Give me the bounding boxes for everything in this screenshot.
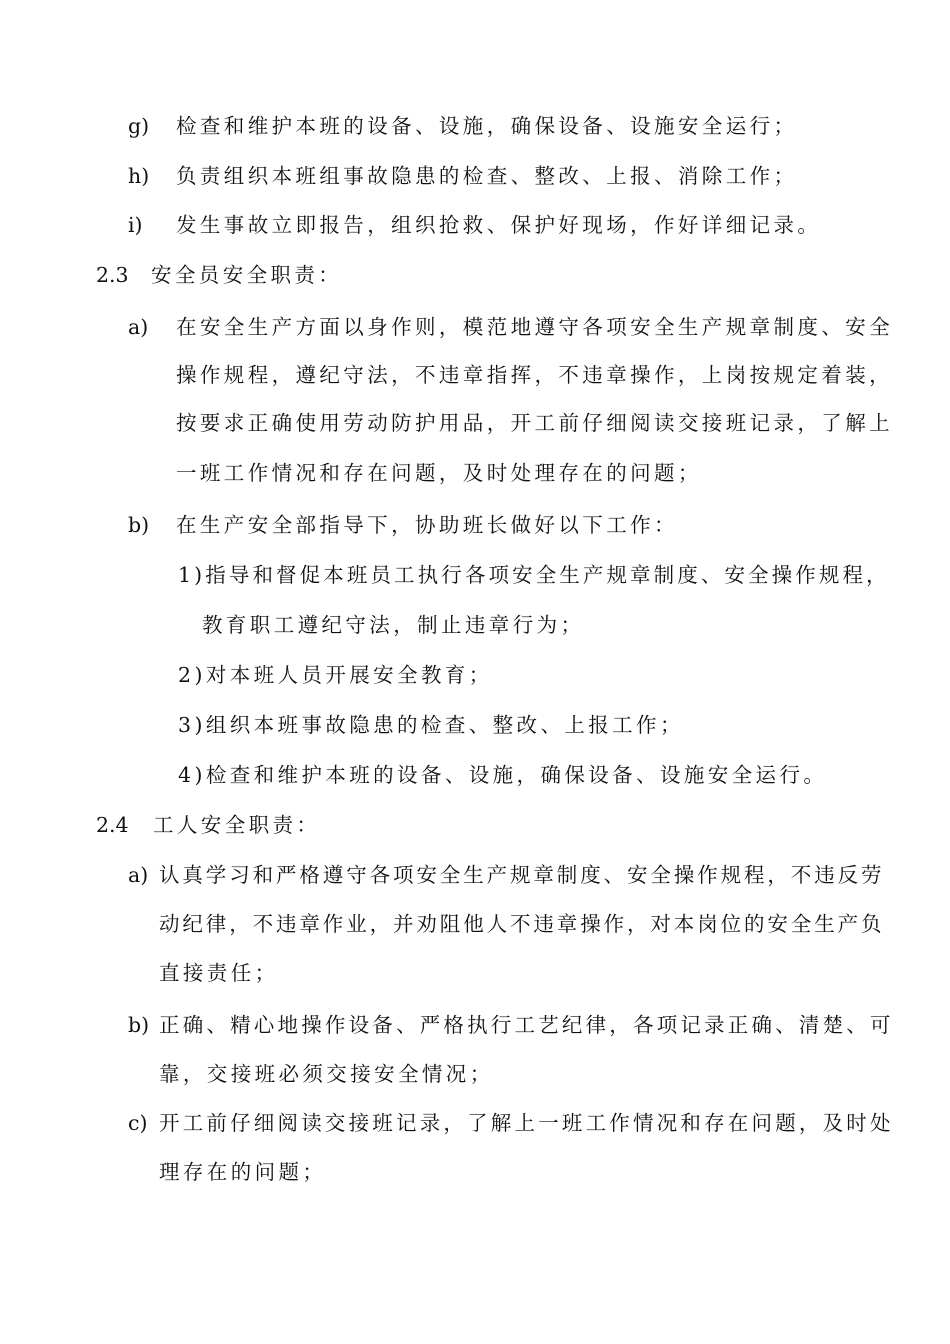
section-number-2-3: 2.3 bbox=[96, 263, 129, 287]
list-item-h: 负责组织本班组事故隐患的检查、整改、上报、消除工作； bbox=[176, 164, 798, 188]
list-marker-2-3-b: b) bbox=[128, 513, 150, 537]
list-item-g: 检查和维护本班的设备、设施，确保设备、设施安全运行； bbox=[176, 114, 798, 138]
list-marker-2-4-a: a) bbox=[128, 863, 149, 887]
paragraph-line: 直接责任； bbox=[159, 961, 279, 985]
paragraph-line: 动纪律，不违章作业，并劝阻他人不违章操作，对本岗位的安全生产负 bbox=[159, 912, 885, 936]
sub-item-1: 1)指导和督促本班员工执行各项安全生产规章制度、安全操作规程， bbox=[178, 563, 890, 587]
list-marker-2-4-c: c) bbox=[128, 1111, 148, 1135]
list-item-i: 发生事故立即报告，组织抢救、保护好现场，作好详细记录。 bbox=[176, 213, 822, 237]
list-marker-2-4-b: b) bbox=[128, 1013, 150, 1037]
paragraph-line: 理存在的问题； bbox=[159, 1160, 327, 1184]
paragraph-line: 靠，交接班必须交接安全情况； bbox=[159, 1062, 494, 1086]
list-marker-g: g) bbox=[128, 114, 150, 138]
paragraph-line: 开工前仔细阅读交接班记录，了解上一班工作情况和存在问题，及时处 bbox=[159, 1111, 894, 1135]
list-item-2-3-b: 在生产安全部指导下，协助班长做好以下工作： bbox=[176, 513, 678, 537]
paragraph-line: 按要求正确使用劳动防护用品，开工前仔细阅读交接班记录，了解上 bbox=[176, 411, 893, 435]
sub-item-3: 3)组织本班事故隐患的检查、整改、上报工作； bbox=[178, 713, 684, 737]
section-heading-2-3: 安全员安全职责： bbox=[151, 263, 343, 287]
paragraph-line: 操作规程，遵纪守法，不违章指挥，不违章操作，上岗按规定着装， bbox=[176, 363, 893, 387]
list-marker-h: h) bbox=[128, 164, 150, 188]
paragraph-line: 一班工作情况和存在问题，及时处理存在的问题； bbox=[176, 461, 702, 485]
paragraph-line: 在安全生产方面以身作则，模范地遵守各项安全生产规章制度、安全 bbox=[176, 315, 893, 339]
sub-item-1-cont: 教育职工遵纪守法，制止违章行为； bbox=[202, 613, 585, 637]
sub-item-4: 4)检查和维护本班的设备、设施，确保设备、设施安全运行。 bbox=[178, 763, 828, 787]
sub-item-2: 2)对本班人员开展安全教育； bbox=[178, 663, 493, 687]
paragraph-line: 正确、精心地操作设备、严格执行工艺纪律，各项记录正确、清楚、可 bbox=[159, 1013, 894, 1037]
list-marker-2-3-a: a) bbox=[128, 315, 149, 339]
section-number-2-4: 2.4 bbox=[96, 813, 129, 837]
section-heading-2-4: 工人安全职责： bbox=[153, 813, 321, 837]
list-marker-i: i) bbox=[128, 213, 143, 237]
paragraph-line: 认真学习和严格遵守各项安全生产规章制度、安全操作规程，不违反劳 bbox=[159, 863, 885, 887]
